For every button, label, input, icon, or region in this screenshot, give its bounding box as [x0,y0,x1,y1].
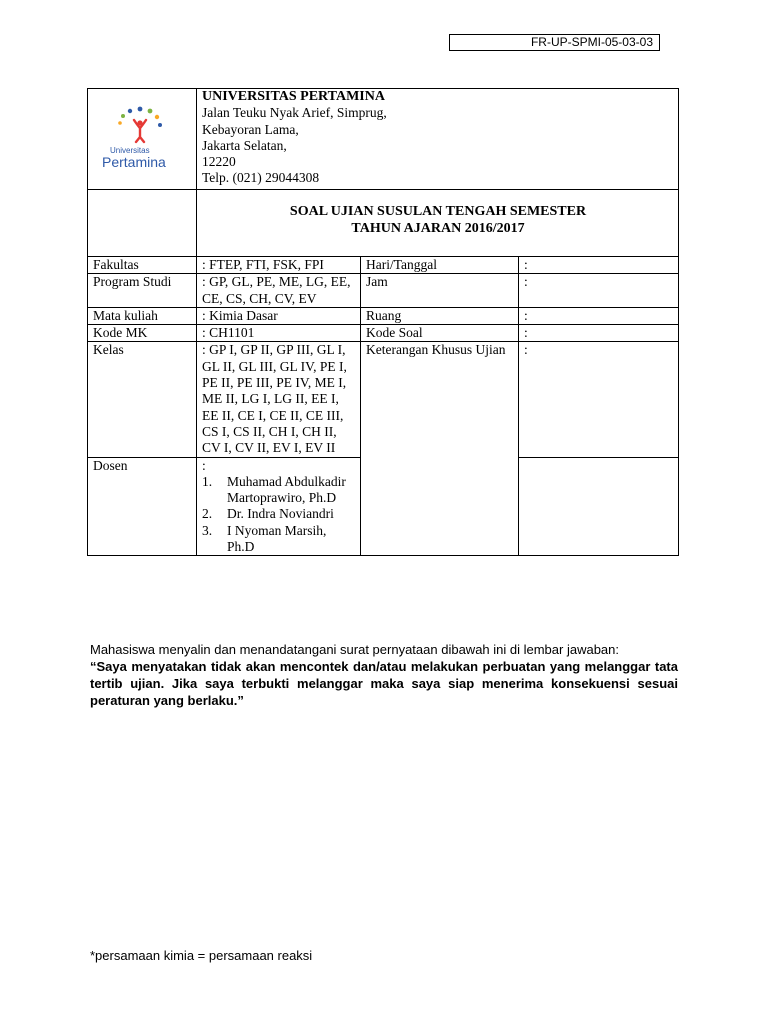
list-item [202,523,356,556]
form-code: FR-UP-SPMI-05-03-03 [530,35,653,49]
label-kode-mk: Kode MK [88,325,197,342]
row-fakultas [88,257,679,274]
label-ruang: Ruang [361,307,519,324]
notice-intro: Mahasiswa menyalin dan menandatangani surat pernyataan dibawah ini di lembar jawaban: [90,642,619,657]
dosen-name: Muhamad Abdulkadir Martoprawiro, Ph.D [227,473,346,506]
row-program-studi [88,274,679,308]
value-program-studi: : GP, GL, PE, ME, LG, EE, CE, CS, CH, CV, EV [197,274,361,308]
keterangan-empty-cell [519,457,679,556]
dosen-list [202,474,356,555]
address-line-3: Jakarta Selatan, [202,137,287,153]
label-kode-soal: Kode Soal [361,325,519,342]
university-info-cell [197,89,679,190]
value-ruang: : [519,307,679,324]
title-empty-cell [88,190,197,257]
label-hari-tanggal: Hari/Tanggal [361,257,519,274]
logo-text-bottom: Pertamina [102,153,166,170]
label-mata-kuliah: Mata kuliah [88,307,197,324]
row-kelas [88,342,679,457]
exam-title-cell [197,190,679,257]
integrity-statement: “Saya menyatakan tidak akan mencontek dan/atau melakukan perbuatan yang melanggar tata tertib ujian. Jika saya terbukti melanggar maka saya siap menerima konsekuensi sesuai peraturan yang berlaku.” [90,659,678,708]
dosen-colon: : [202,457,206,473]
exam-title-line-1: SOAL UJIAN SUSULAN TENGAH SEMESTER [289,204,587,219]
logo-text-top: Universitas [110,145,150,155]
value-kode-mk: : CH1101 [197,325,361,342]
exam-title-line-2: TAHUN AJARAN 2016/2017 [351,221,525,236]
row-mata-kuliah [88,307,679,324]
label-keterangan: Keterangan Khusus Ujian [361,342,519,556]
value-mata-kuliah: : Kimia Dasar [197,307,361,324]
value-hari-tanggal: : [519,257,679,274]
exam-header-table [87,88,679,556]
dosen-number: 2. [202,506,213,522]
value-fakultas: : FTEP, FTI, FSK, FPI [197,257,361,274]
value-jam: : [519,274,679,308]
address-line-2: Kebayoran Lama, [202,121,299,137]
dosen-name: Dr. Indra Noviandri [227,506,334,522]
logo-cell [88,89,197,190]
value-keterangan: : [519,342,679,457]
dosen-name: I Nyoman Marsih, Ph.D [227,522,327,555]
dosen-number: 3. [202,522,213,538]
value-dosen [197,457,361,556]
label-jam: Jam [361,274,519,308]
form-code-box [449,34,660,51]
label-fakultas: Fakultas [88,257,197,274]
label-dosen: Dosen [88,457,197,556]
value-kelas: : GP I, GP II, GP III, GL I, GL II, GL III, GL IV, PE I, PE II, PE III, PE IV, ME I, ME II, LG I, LG II, EE I, EE II, CE I, CE II, CE III, CS I, CS II, CH I, CH II, CV I, CV II, EV I, EV II [197,342,361,457]
list-item [202,474,356,507]
label-kelas: Kelas [88,342,197,457]
address-line-1: Jalan Teuku Nyak Arief, Simprug, [202,105,387,121]
list-item [202,506,356,522]
row-kode-mk [88,325,679,342]
address-line-5: Telp. (021) 29044308 [202,170,320,186]
dosen-number: 1. [202,473,213,489]
university-row [88,89,679,190]
value-kode-soal: : [519,325,679,342]
university-name: UNIVERSITAS PERTAMINA [202,89,385,104]
address-line-4: 12220 [202,154,236,170]
notice-section [90,641,678,709]
title-row [88,190,679,257]
university-logo [93,101,189,173]
footnote: *persamaan kimia = persamaan reaksi [90,948,313,963]
label-program-studi: Program Studi [88,274,197,308]
